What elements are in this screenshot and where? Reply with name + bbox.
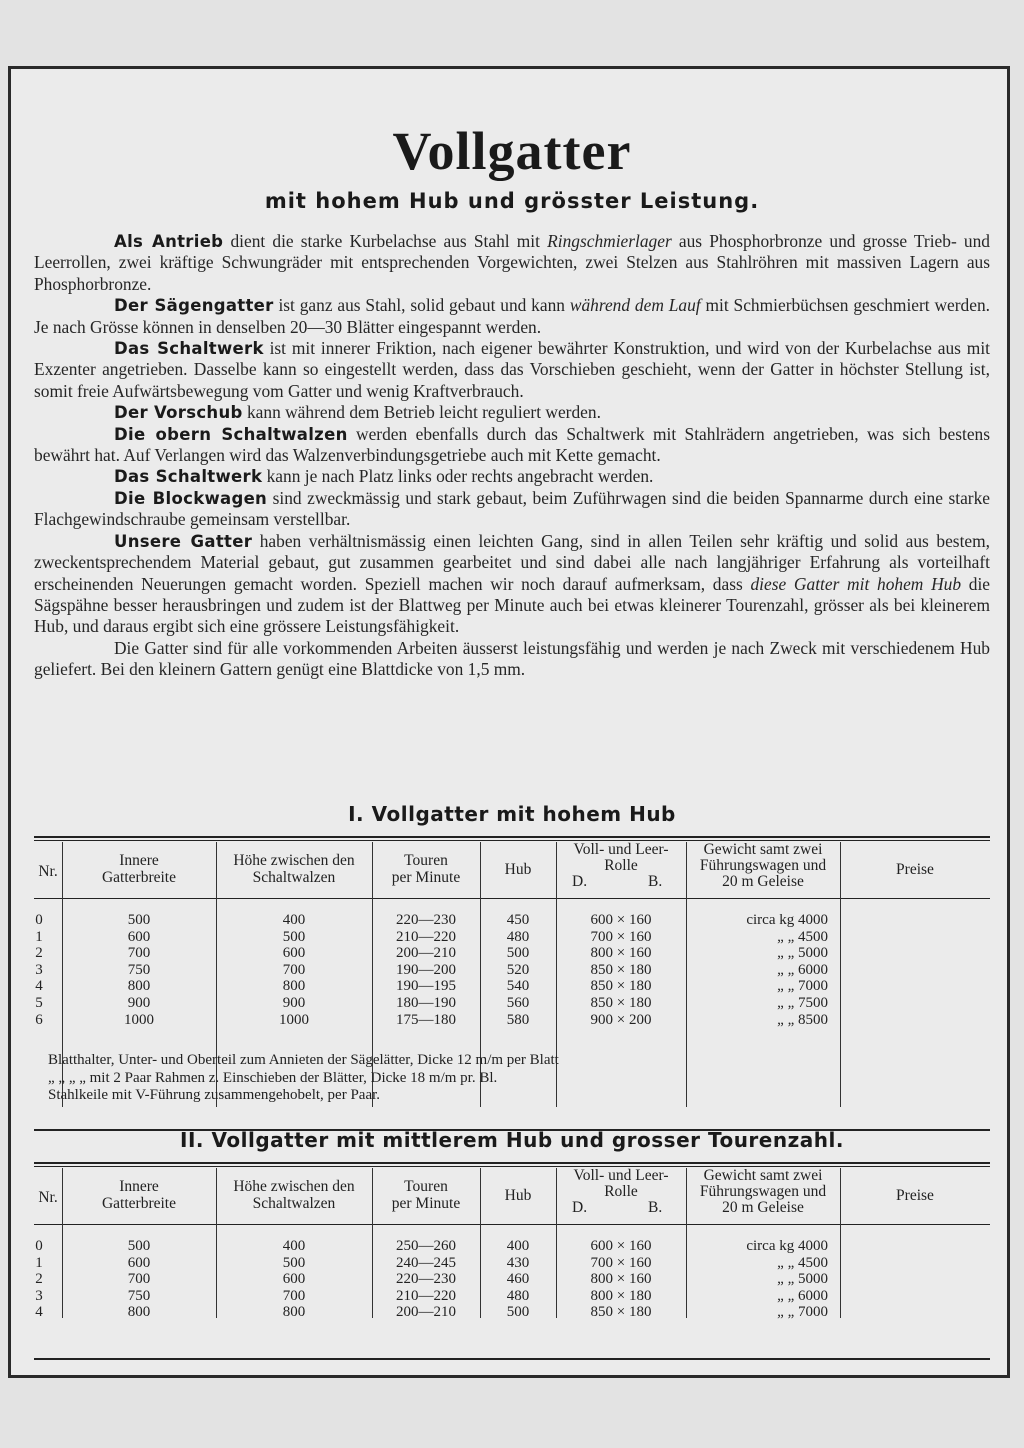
cell-gewicht: „ „ 4500	[777, 928, 828, 945]
cell-hoehe: 900	[282, 995, 306, 1011]
table-top-rule	[34, 836, 990, 841]
cell-hub: 560	[506, 995, 530, 1011]
emphasis-text: während dem Lauf	[569, 295, 701, 316]
cell-nr: 2	[35, 1271, 43, 1288]
cell-breite: 700	[127, 1271, 151, 1288]
paragraph-lead: Das Schaltwerk	[114, 467, 263, 487]
cell-hub: 480	[506, 928, 530, 945]
cell-nr: 0	[35, 912, 43, 928]
header-line: Rolle	[604, 1183, 638, 1200]
cell-breite: 700	[127, 945, 151, 962]
cell-breite: 800	[127, 978, 151, 995]
paragraph	[34, 466, 990, 487]
cell-hoehe: 600	[282, 945, 306, 962]
cell-hoehe: 500	[282, 928, 306, 945]
cell-gewicht: „ „ 6000	[777, 961, 828, 978]
table-row	[34, 995, 990, 1012]
header-hoehe	[216, 1178, 372, 1212]
cell-breite: 900	[127, 995, 151, 1011]
cell-touren: 210—220	[396, 928, 456, 945]
cell-nr: 1	[35, 928, 43, 945]
header-preise: Preise	[896, 1187, 934, 1204]
cell-rolle: 850 × 180	[590, 961, 652, 978]
cell-hoehe: 1000	[279, 1011, 309, 1028]
cell-touren: 175—180	[396, 1011, 456, 1028]
header-line: per Minute	[391, 1195, 461, 1212]
page-title: Vollgatter	[392, 121, 632, 181]
header-breite	[62, 852, 216, 886]
cell-hub: 540	[506, 978, 530, 995]
cell-nr: 6	[35, 1011, 43, 1028]
cell-touren: 200—210	[396, 945, 456, 962]
cell-touren: 210—220	[396, 1287, 456, 1304]
cell-nr: 3	[35, 1287, 43, 1304]
emphasis-text: Ringschmierlager	[547, 231, 672, 251]
table1-note: Blatthalter, Unter- und Oberteil zum Annieten der Sägelätter, Dicke 12 m/m per Blatt	[48, 1052, 559, 1068]
header-line: Touren	[404, 1178, 448, 1195]
paragraph-text: dient die starke Kurbelachse aus Stahl mit	[223, 231, 548, 251]
paragraph	[34, 638, 990, 681]
header-hub: Hub	[504, 1187, 532, 1204]
paragraph-text: aus Phosphorbronze und grosse Trieb- und Leerrollen, zwei kräftige Schwungräder mit entsprechenden Vorgewichten, zwei Stelzen aus Stahlröhren mit massiven Lagern aus Phosphorbronze.	[34, 231, 990, 294]
cell-hub: 460	[506, 1271, 530, 1288]
cell-rolle: 900 × 200	[590, 1011, 652, 1028]
cell-breite: 600	[127, 1254, 151, 1271]
header-line: Höhe zwischen den	[233, 852, 355, 869]
paragraph-text: sind zweckmässig und stark gebaut, beim Zuführwagen sind die beiden Spannarme durch eine starke Flachgewindschraube gemeinsam verstellbar.	[34, 487, 991, 530]
header-nr: Nr.	[38, 1189, 58, 1206]
cell-gewicht: „ „ 4500	[777, 1254, 828, 1271]
paragraph-lead: Der Sägengatter	[114, 296, 274, 316]
table-row	[34, 929, 990, 946]
header-line: Gatterbreite	[101, 1195, 176, 1212]
paragraph-lead: Unsere Gatter	[114, 531, 253, 551]
cell-nr: 3	[35, 961, 43, 978]
header-line: 20 m Geleise	[722, 873, 804, 890]
cell-touren: 240—245	[396, 1254, 456, 1271]
header-line: Führungswagen und	[699, 857, 827, 874]
paragraph-lead: Der Vorschub	[114, 403, 243, 423]
header-rolle	[556, 842, 686, 890]
paragraph	[34, 231, 990, 295]
header-line: Innere	[119, 852, 159, 869]
cell-rolle: 800 × 180	[590, 1287, 652, 1304]
header-line: Führungswagen und	[699, 1183, 827, 1200]
cell-rolle: 700 × 160	[590, 1254, 652, 1271]
cell-hub: 500	[506, 1304, 530, 1321]
header-line: Gewicht samt zwei	[703, 1167, 823, 1184]
header-line: Gewicht samt zwei	[703, 841, 823, 858]
header-hoehe	[216, 852, 372, 886]
paragraph	[34, 424, 990, 467]
paragraph-text: ist mit innerer Friktion, nach eigener bewährter Konstruktion, und wird von der Kurbelachse aus mit Exzenter angetrieben. Dasselbe kann so eingestellt werden, dass das Vorschieben geschieht, wenn der Gatter in höchster Stellung ist, somit freie Aufwärtsbewegung vom Gatter und wenig Kraftverbrauch.	[34, 338, 990, 401]
cell-rolle: 850 × 180	[590, 978, 652, 995]
cell-gewicht: circa kg 4000	[746, 1238, 828, 1254]
header-line: Voll- und Leer-	[573, 1167, 669, 1184]
cell-touren: 220—230	[396, 912, 456, 928]
header-b: B.	[648, 1199, 663, 1216]
table-row	[34, 962, 990, 979]
table1-title: I. Vollgatter mit hohem Hub	[348, 802, 676, 826]
paragraph-lead: Das Schaltwerk	[114, 339, 264, 359]
cell-gewicht: „ „ 5000	[777, 945, 828, 962]
table-row	[34, 1238, 990, 1255]
paragraph-lead: Die Blockwagen	[114, 488, 268, 508]
cell-rolle: 700 × 160	[590, 928, 652, 945]
cell-breite: 750	[127, 1287, 151, 1304]
emphasis-text: diese Gatter mit hohem Hub	[750, 573, 962, 594]
cell-hub: 480	[506, 1287, 530, 1304]
paragraph	[34, 402, 990, 423]
cell-hoehe: 500	[282, 1254, 306, 1271]
table-header-rule	[34, 1224, 990, 1225]
cell-gewicht: „ „ 7000	[777, 978, 828, 995]
cell-nr: 1	[35, 1254, 43, 1271]
cell-nr: 4	[35, 978, 43, 995]
cell-gewicht: circa kg 4000	[746, 912, 828, 928]
table-row	[34, 1012, 990, 1029]
paragraph-text: kann während dem Betrieb leicht reguliert werden.	[242, 402, 601, 423]
table-header-rule	[34, 898, 990, 899]
header-nr: Nr.	[38, 863, 58, 880]
table1-note: Stahlkeile mit V-Führung zusammengehobelt, per Paar.	[48, 1087, 381, 1103]
cell-touren: 220—230	[396, 1271, 456, 1288]
cell-hoehe: 700	[282, 961, 306, 978]
cell-breite: 1000	[124, 1011, 154, 1028]
cell-rolle: 850 × 180	[590, 995, 652, 1011]
header-line: Innere	[119, 1178, 159, 1195]
header-line: Gatterbreite	[101, 869, 176, 886]
table-row	[34, 1288, 990, 1305]
table2-title: II. Vollgatter mit mittlerem Hub und grosser Tourenzahl.	[180, 1128, 844, 1152]
cell-hoehe: 400	[282, 1238, 306, 1254]
header-touren	[372, 1178, 480, 1212]
cell-gewicht: „ „ 7500	[777, 995, 828, 1011]
cell-touren: 180—190	[396, 995, 456, 1011]
body-text	[34, 231, 990, 681]
header-d: D.	[572, 873, 588, 890]
header-b: B.	[648, 873, 663, 890]
header-breite	[62, 1178, 216, 1212]
table-bottom-rule	[34, 1358, 990, 1360]
page-subtitle: mit hohem Hub und grösster Leistung.	[264, 189, 760, 213]
cell-nr: 0	[35, 1238, 43, 1254]
cell-breite: 500	[127, 1238, 151, 1254]
cell-touren: 200—210	[396, 1304, 456, 1321]
cell-hub: 580	[506, 1011, 530, 1028]
paragraph-text: kann je nach Platz links oder rechts angebracht werden.	[262, 466, 654, 487]
paragraph-text: ist ganz aus Stahl, solid gebaut und kann	[273, 295, 570, 316]
header-line: Touren	[404, 852, 448, 869]
cell-nr: 2	[35, 945, 43, 962]
header-line: per Minute	[391, 869, 461, 886]
cell-breite: 600	[127, 928, 151, 945]
paragraph-text: werden ebenfalls durch das Schaltwerk mit Stahlrädern angetrieben, was sich bestens bewährt hat. Auf Verlangen wird das Walzenverbindungsgetriebe auch mit Kette gemacht.	[34, 423, 990, 466]
header-preise: Preise	[896, 861, 934, 878]
paragraph-text: die Sägspähne besser herausbringen und zudem ist der Blattweg per Minute auch bei etwas kleinerer Tourenzahl, grösser als bei kleinerem Hub, und daraus ergibt sich eine grössere Leistungsfähigkeit.	[34, 573, 990, 637]
header-hub: Hub	[504, 861, 532, 878]
header-line: Schaltwalzen	[252, 869, 336, 886]
cell-rolle: 600 × 160	[590, 912, 652, 928]
table-row	[34, 1271, 990, 1288]
paragraph	[34, 488, 990, 531]
table-row	[34, 1304, 990, 1321]
table-top-rule	[34, 1162, 990, 1167]
paragraph-text: mit Schmierbüchsen geschmiert werden. Je nach Grösse können in denselben 20—30 Blätter eingespannt werden.	[34, 295, 990, 337]
cell-hoehe: 800	[282, 978, 306, 995]
cell-hub: 430	[506, 1254, 530, 1271]
cell-breite: 800	[127, 1304, 151, 1321]
cell-rolle: 850 × 180	[590, 1304, 652, 1321]
cell-hub: 500	[506, 945, 530, 962]
header-rolle	[556, 1168, 686, 1216]
header-line	[556, 1200, 686, 1216]
header-d: D.	[572, 1199, 588, 1216]
header-line: Rolle	[604, 857, 638, 874]
table2	[34, 1162, 990, 1362]
header-gewicht	[686, 1168, 840, 1216]
cell-hoehe: 600	[282, 1271, 306, 1288]
header-line	[556, 874, 686, 890]
cell-rolle: 800 × 160	[590, 945, 652, 962]
cell-gewicht: „ „ 8500	[777, 1011, 828, 1028]
cell-touren: 190—195	[396, 978, 456, 995]
cell-touren: 190—200	[396, 961, 456, 978]
cell-hub: 400	[506, 1238, 530, 1254]
table1-note: „ „ „ „ mit 2 Paar Rahmen z. Einschieben der Blätter, Dicke 18 m/m pr. Bl.	[48, 1069, 498, 1086]
cell-touren: 250—260	[396, 1238, 456, 1254]
paragraph-text: haben verhältnismässig einen leichten Gang, sind in allen Teilen sehr kräftig und solid aus bestem, zweckentsprechendem Material gebaut, gut zusammen gearbeitet und sind dabei alle nach langjähriger Erfahrung als vorteilhaft erscheinenden Neuerungen gemacht worden. Speziell machen wir noch darauf aufmerksam, dass	[34, 530, 990, 594]
table-row	[34, 912, 990, 929]
cell-rolle: 600 × 160	[590, 1238, 652, 1254]
cell-hoehe: 700	[282, 1287, 306, 1304]
cell-nr: 5	[35, 995, 43, 1011]
paragraph	[34, 338, 990, 402]
cell-nr: 4	[35, 1304, 43, 1321]
cell-hoehe: 400	[282, 912, 306, 928]
cell-rolle: 800 × 160	[590, 1271, 652, 1288]
cell-breite: 750	[127, 961, 151, 978]
cell-gewicht: „ „ 5000	[777, 1271, 828, 1288]
cell-gewicht: „ „ 7000	[777, 1304, 828, 1321]
table-row	[34, 1255, 990, 1272]
table-row	[34, 978, 990, 995]
cell-hoehe: 800	[282, 1304, 306, 1321]
header-touren	[372, 852, 480, 886]
paragraph-lead: Die obern Schaltwalzen	[114, 424, 348, 444]
table-row	[34, 945, 990, 962]
header-line: 20 m Geleise	[722, 1199, 804, 1216]
header-line: Höhe zwischen den	[233, 1178, 355, 1195]
header-gewicht	[686, 842, 840, 890]
paragraph-text: Die Gatter sind für alle vorkommenden Arbeiten äusserst leistungsfähig und werden je nach Zweck mit verschiedenem Hub geliefert. Bei den kleinern Gattern genügt eine Blattdicke von 1,5 mm.	[34, 637, 990, 680]
paragraph-lead: Als Antrieb	[114, 232, 224, 251]
header-line: Schaltwalzen	[252, 1195, 336, 1212]
cell-hub: 520	[506, 961, 530, 978]
cell-breite: 500	[127, 912, 151, 928]
cell-gewicht: „ „ 6000	[777, 1287, 828, 1304]
paragraph	[34, 295, 990, 338]
paragraph	[34, 531, 990, 638]
header-line: Voll- und Leer-	[573, 841, 669, 858]
cell-hub: 450	[506, 912, 530, 928]
